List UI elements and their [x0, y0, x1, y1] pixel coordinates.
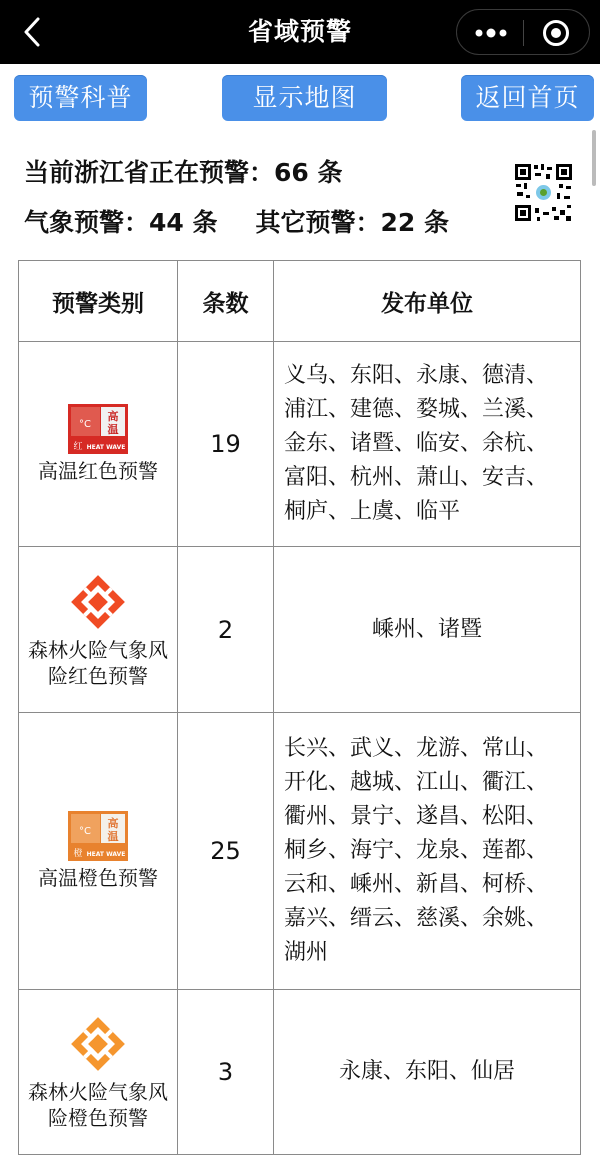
svg-text:橙: 橙 [73, 849, 83, 859]
heat-wave-orange-icon [68, 811, 128, 861]
svg-text:高: 高 [107, 817, 119, 830]
units-line: 富阳、杭州、萧山、安吉、 [284, 465, 549, 490]
svg-text:HEAT WAVE: HEAT WAVE [86, 851, 126, 858]
page-title: 省域预警 [247, 17, 352, 46]
mini-program-capsule [456, 9, 590, 55]
units-line: 义乌、东阳、永康、德清、 [284, 363, 549, 388]
issuing-units-cell [274, 342, 581, 547]
table-row[interactable] [19, 990, 581, 1155]
warning-count: 25 [178, 713, 274, 990]
active-warning-summary: 当前浙江省正在预警：66 条 [24, 158, 343, 187]
svg-text:高: 高 [107, 410, 119, 423]
weather-warning-count: 气象预警：44 条 [24, 208, 218, 237]
top-navigation-bar [0, 0, 600, 64]
type-name-line: 险橙色预警 [48, 1106, 148, 1130]
header-count: 条数 [178, 261, 274, 342]
units-line: 金东、诸暨、临安、余杭、 [284, 431, 549, 456]
more-dots-icon[interactable] [471, 23, 511, 43]
warning-type-name: 高温红色预警 [38, 459, 158, 483]
units-line: 开化、越城、江山、衢江、 [284, 770, 549, 795]
header-units: 发布单位 [274, 261, 581, 342]
table-header-row [19, 261, 581, 342]
warning-count: 19 [178, 342, 274, 547]
capsule-divider [523, 20, 524, 46]
warning-type-name: 高温橙色预警 [38, 866, 158, 890]
heat-wave-red-icon [68, 404, 128, 454]
back-home-button[interactable]: 返回首页 [461, 75, 594, 121]
qr-code-icon[interactable] [513, 162, 574, 223]
units-line: 云和、嵊州、新昌、柯桥、 [284, 872, 549, 897]
other-warning-count: 其它预警：22 条 [255, 208, 449, 237]
target-circle-icon[interactable] [541, 18, 571, 48]
warning-type-cell [19, 547, 178, 713]
warning-count: 2 [178, 547, 274, 713]
svg-text:温: 温 [107, 423, 119, 436]
units-line: 湖州 [284, 940, 329, 965]
warning-type-cell [19, 342, 178, 547]
warning-table [18, 260, 581, 1155]
type-name-line: 险红色预警 [48, 663, 148, 688]
units-line: 桐庐、上虞、临平 [284, 499, 461, 524]
forest-fire-red-icon [67, 571, 129, 633]
units-line: 长兴、武义、龙游、常山、 [284, 736, 549, 761]
units-line: 嘉兴、缙云、慈溪、余姚、 [284, 906, 549, 931]
units-line: 浦江、建德、婺城、兰溪、 [284, 397, 549, 422]
warning-type-name [19, 637, 177, 689]
warning-breakdown [24, 203, 449, 239]
table-row[interactable] [19, 547, 581, 713]
table-row[interactable] [19, 342, 581, 547]
issuing-units-cell [274, 990, 581, 1155]
scrollbar[interactable] [592, 130, 596, 186]
units-line: 嵊州、诸暨 [371, 616, 482, 642]
warning-count: 3 [178, 990, 274, 1155]
warning-type-cell [19, 990, 178, 1155]
header-type: 预警类别 [19, 261, 178, 342]
issuing-units-cell [274, 713, 581, 990]
warning-type-name [19, 1079, 177, 1131]
forest-fire-orange-icon [67, 1013, 129, 1075]
units-line: 衢州、景宁、遂昌、松阳、 [284, 804, 549, 829]
svg-text:红: 红 [73, 442, 83, 452]
svg-text:°C: °C [79, 826, 91, 837]
units-line: 永康、东阳、仙居 [338, 1059, 515, 1084]
issuing-units-cell [274, 547, 581, 713]
table-row[interactable] [19, 713, 581, 990]
warning-type-cell [19, 713, 178, 990]
svg-text:温: 温 [107, 830, 119, 843]
show-map-button[interactable]: 显示地图 [222, 75, 387, 121]
units-line: 桐乡、海宁、龙泉、莲都、 [284, 838, 549, 863]
svg-text:HEAT WAVE: HEAT WAVE [86, 444, 126, 451]
type-name-line: 森林火险气象风 [28, 637, 168, 662]
type-name-line: 森林火险气象风 [28, 1080, 168, 1104]
svg-text:°C: °C [79, 419, 91, 430]
warning-science-button[interactable]: 预警科普 [14, 75, 147, 121]
